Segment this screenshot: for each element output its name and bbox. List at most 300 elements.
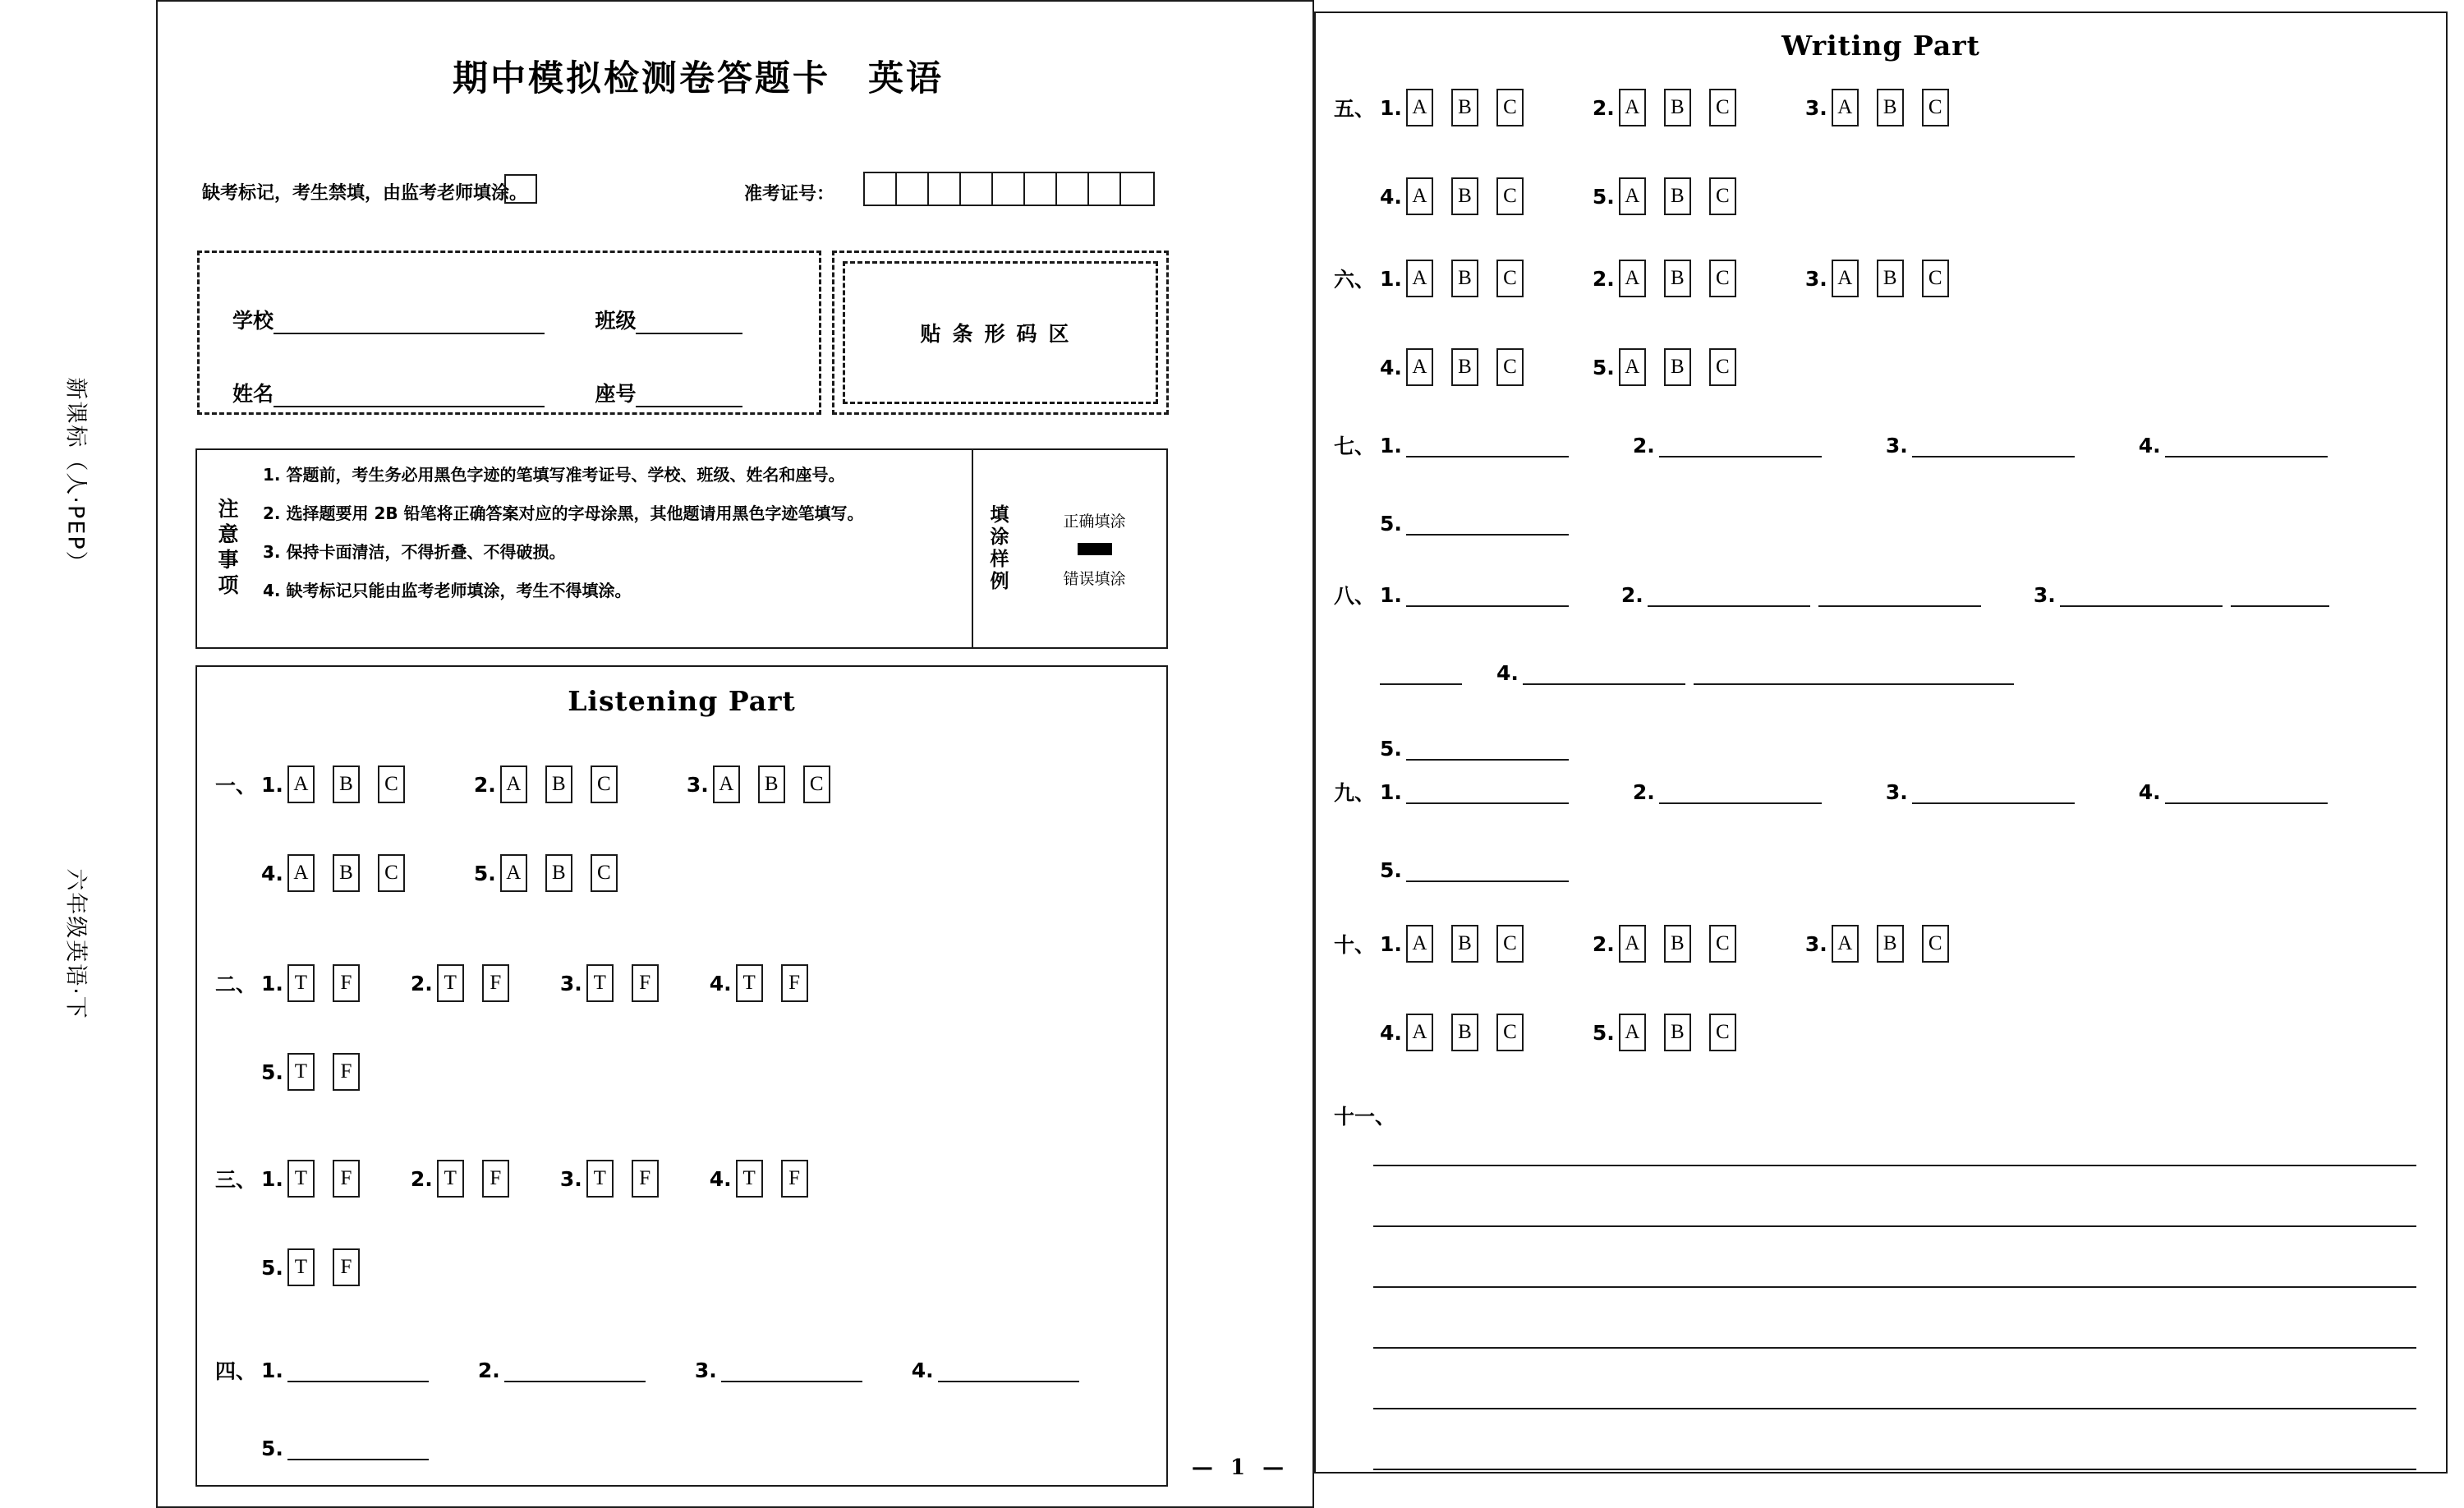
option-a[interactable]: A: [1619, 925, 1646, 963]
option-a[interactable]: A: [713, 765, 740, 803]
writing-line[interactable]: [1373, 1227, 2416, 1288]
writing-part-box: [1314, 11, 2448, 1474]
sidebar-edition-text: 新课标（人·PEP）: [62, 377, 89, 575]
option-a[interactable]: A: [287, 765, 315, 803]
admission-digit-cell[interactable]: [1089, 173, 1121, 205]
option-c[interactable]: C: [591, 765, 618, 803]
option-a[interactable]: A: [1619, 348, 1646, 386]
class-label: 班级: [595, 309, 637, 333]
admission-digit-cell[interactable]: [1057, 173, 1089, 205]
answer-blank[interactable]: [1694, 660, 2014, 685]
admission-digit-cell[interactable]: [1025, 173, 1057, 205]
question-number: 5.: [1592, 1020, 1615, 1045]
option-f[interactable]: F: [333, 1248, 360, 1286]
question-number: 4.: [2138, 433, 2161, 457]
question-number: 4.: [1496, 660, 1519, 685]
admission-digit-cell[interactable]: [865, 173, 897, 205]
answer-blank[interactable]: [287, 1358, 429, 1382]
option-f[interactable]: F: [482, 964, 509, 1002]
section-8-row-1: [1334, 580, 2329, 609]
question-5: [261, 1053, 360, 1091]
option-c[interactable]: C: [591, 854, 618, 892]
section-2: [215, 964, 808, 1091]
section-4-row-2: [215, 1436, 1079, 1460]
student-info-box: [197, 251, 821, 415]
question-3: [560, 964, 659, 1002]
question-number: 3.: [559, 971, 582, 995]
section-9-row-1: [1334, 777, 2328, 807]
answer-blank[interactable]: [2231, 582, 2329, 607]
option-c[interactable]: C: [1709, 177, 1736, 215]
correct-fill-label: 正确填涂: [1063, 512, 1126, 531]
name-input[interactable]: [274, 384, 545, 407]
option-f[interactable]: F: [333, 964, 360, 1002]
option-f[interactable]: F: [333, 1160, 360, 1198]
seat-input[interactable]: [636, 384, 742, 407]
answer-blank[interactable]: [1912, 779, 2075, 804]
question-number: 1.: [1380, 95, 1402, 120]
writing-line[interactable]: [1373, 1166, 2416, 1227]
option-a[interactable]: A: [500, 854, 527, 892]
admission-number-label: 准考证号：: [744, 184, 835, 205]
section-3-row-2: [215, 1248, 808, 1286]
question-2: [411, 964, 509, 1002]
answer-blank[interactable]: [1912, 433, 2075, 457]
option-a[interactable]: A: [1619, 177, 1646, 215]
option-t[interactable]: T: [287, 1248, 315, 1286]
question-number: 1.: [261, 772, 283, 797]
question-1: [1380, 925, 1524, 963]
option-a[interactable]: A: [1619, 1014, 1646, 1051]
fill-sample-vertical-label: [972, 450, 1023, 647]
answer-blank[interactable]: [1659, 779, 1822, 804]
option-b[interactable]: B: [333, 854, 360, 892]
section-10: [1334, 925, 1949, 1051]
question-number: 4.: [2138, 779, 2161, 804]
name-label: 姓名: [232, 382, 274, 406]
question-4: [261, 854, 405, 892]
option-t[interactable]: T: [437, 1160, 464, 1198]
vertical-side-rail: [0, 0, 156, 1508]
fill-sample-illustration: [1023, 450, 1166, 647]
option-f[interactable]: F: [482, 1160, 509, 1198]
option-a[interactable]: A: [1832, 260, 1859, 297]
option-a[interactable]: A: [1619, 260, 1646, 297]
option-f[interactable]: F: [781, 1160, 808, 1198]
answer-blank[interactable]: [287, 1436, 429, 1460]
question-number: 1.: [1380, 266, 1402, 291]
section-4-marker: 四、: [215, 1359, 257, 1383]
answer-blank[interactable]: [721, 1358, 862, 1382]
option-c[interactable]: C: [1496, 348, 1524, 386]
question-number: 3.: [559, 1166, 582, 1191]
option-b[interactable]: B: [1877, 925, 1904, 963]
question-3: [1886, 433, 2075, 457]
option-t[interactable]: T: [736, 1160, 763, 1198]
option-c[interactable]: C: [1709, 348, 1736, 386]
question-number: 3.: [1885, 779, 1908, 804]
section-3: [215, 1160, 808, 1286]
answer-blank[interactable]: [1523, 660, 1685, 685]
question-number: 1.: [1380, 582, 1402, 607]
writing-line[interactable]: [1373, 1106, 2416, 1166]
section-8-row-3: [1334, 736, 2329, 761]
question-4: [2139, 779, 2328, 804]
question-number: 5.: [261, 1436, 283, 1460]
section-11: [1334, 1106, 2426, 1470]
option-c[interactable]: C: [1709, 1014, 1736, 1051]
section-8: [1334, 580, 2329, 761]
sidebar-grade-subject-text: 六年级英语·下: [62, 868, 89, 1020]
option-b[interactable]: B: [1664, 925, 1691, 963]
question-1: [261, 1160, 360, 1198]
section-10-marker: 十、: [1334, 933, 1376, 957]
section-9-marker: 九、: [1334, 781, 1376, 805]
option-c[interactable]: C: [1496, 1014, 1524, 1051]
section-4: [215, 1355, 1079, 1460]
section-10-row-1: [1334, 925, 1949, 963]
question-number: 5.: [261, 1255, 283, 1280]
admission-digit-cell[interactable]: [929, 173, 961, 205]
question-2: [1633, 433, 1822, 457]
section-2-row-1: [215, 964, 808, 1002]
question-5: [1380, 736, 1569, 761]
option-a[interactable]: A: [1406, 1014, 1433, 1051]
question-number: 2.: [1632, 433, 1655, 457]
option-b[interactable]: B: [758, 765, 785, 803]
answer-blank[interactable]: [2165, 779, 2328, 804]
section-4-row-1: [215, 1355, 1079, 1385]
question-5: [1593, 1014, 1736, 1051]
option-b[interactable]: B: [1877, 260, 1904, 297]
section-3-marker: 三、: [215, 1168, 257, 1192]
option-a[interactable]: A: [1406, 89, 1433, 126]
question-2: [1633, 779, 1822, 804]
option-b[interactable]: B: [1664, 348, 1691, 386]
option-f[interactable]: F: [632, 1160, 659, 1198]
question-number: 4.: [1380, 184, 1402, 209]
section-8-marker: 八、: [1334, 584, 1376, 608]
question-number: 4.: [911, 1358, 934, 1382]
answer-blank[interactable]: [1406, 857, 1569, 882]
barcode-area-label: 贴条形码区: [843, 261, 1158, 404]
question-number: 3.: [1804, 931, 1827, 956]
question-number: 3.: [2033, 582, 2056, 607]
option-t[interactable]: T: [287, 964, 315, 1002]
section-7-marker: 七、: [1334, 434, 1376, 458]
admission-digit-cell[interactable]: [993, 173, 1025, 205]
option-b[interactable]: B: [1451, 348, 1478, 386]
section-8-row-2: [1334, 660, 2329, 685]
question-4: [710, 964, 808, 1002]
absent-mark-label: 缺考标记，考生禁填，由监考老师填涂。: [202, 183, 528, 204]
answer-blank[interactable]: [1406, 779, 1569, 804]
notice-box: [195, 448, 1168, 649]
section-9: [1334, 777, 2328, 882]
section-6-marker: 六、: [1334, 268, 1376, 292]
writing-line[interactable]: [1373, 1409, 2416, 1470]
option-a[interactable]: A: [1832, 89, 1859, 126]
option-c[interactable]: C: [378, 854, 405, 892]
option-t[interactable]: T: [287, 1053, 315, 1091]
option-t[interactable]: T: [586, 1160, 614, 1198]
option-f[interactable]: F: [632, 964, 659, 1002]
question-1: [1380, 433, 1569, 457]
answer-blank[interactable]: [1659, 433, 1822, 457]
answer-blank[interactable]: [1406, 433, 1569, 457]
notice-item: 3. 保持卡面清洁，不得折叠、不得破损。: [263, 542, 566, 562]
section-2-row-2: [215, 1053, 808, 1091]
section-5-row-1: [1334, 89, 1949, 126]
option-c[interactable]: C: [1709, 925, 1736, 963]
section-5: [1334, 89, 1949, 215]
question-number: 2.: [1592, 266, 1615, 291]
question-5: [261, 1436, 429, 1460]
option-a[interactable]: A: [1406, 177, 1433, 215]
question-3: [560, 1160, 659, 1198]
question-1: [261, 964, 360, 1002]
question-1: [1380, 582, 1569, 607]
question-4: [1496, 660, 2014, 685]
section-1: [215, 765, 830, 892]
section-6: [1334, 260, 1949, 386]
option-b[interactable]: B: [545, 854, 572, 892]
option-t[interactable]: T: [287, 1160, 315, 1198]
question-3: [687, 765, 830, 803]
section-3-row-1: [215, 1160, 808, 1198]
question-number: 3.: [1804, 266, 1827, 291]
section-5-marker: 五、: [1334, 97, 1376, 121]
option-b[interactable]: B: [1664, 260, 1691, 297]
question-number: 1.: [261, 1166, 283, 1191]
option-a[interactable]: A: [1832, 925, 1859, 963]
question-1: [261, 765, 405, 803]
question-2: [474, 765, 618, 803]
option-c[interactable]: C: [1496, 925, 1524, 963]
question-4: [1380, 177, 1524, 215]
answer-blank[interactable]: [504, 1358, 646, 1382]
option-c[interactable]: C: [1709, 260, 1736, 297]
option-c[interactable]: C: [1922, 925, 1949, 963]
question-number: 1.: [261, 971, 283, 995]
option-b[interactable]: B: [1664, 177, 1691, 215]
question-number: 5.: [1380, 511, 1402, 536]
option-t[interactable]: T: [736, 964, 763, 1002]
answer-blank[interactable]: [1406, 736, 1569, 761]
notice-label-text: 注意事项: [215, 498, 239, 600]
question-number: 3.: [1885, 433, 1908, 457]
section-7-row-2: [1334, 511, 2328, 536]
section-2-marker: 二、: [215, 972, 257, 996]
question-number: 5.: [1380, 857, 1402, 882]
notice-item-list: [256, 450, 972, 647]
answer-blank[interactable]: [1818, 582, 1981, 607]
answer-blank-continuation[interactable]: [1380, 660, 1462, 685]
option-c[interactable]: C: [1496, 177, 1524, 215]
notice-vertical-label: [197, 450, 256, 647]
admission-number-grid[interactable]: [863, 172, 1155, 206]
section-11-marker: 十一、: [1334, 1105, 1396, 1129]
question-number: 1.: [1380, 433, 1402, 457]
admission-digit-cell[interactable]: [961, 173, 993, 205]
question-2: [1593, 89, 1736, 126]
question-number: 1.: [1380, 779, 1402, 804]
option-f[interactable]: F: [781, 964, 808, 1002]
absent-mark-checkbox[interactable]: [504, 174, 537, 204]
notice-item: 2. 选择题要用 2B 铅笔将正确答案对应的字母涂黑，其他题请用黑色字迹笔填写。: [263, 503, 864, 523]
wrong-fill-label: 错误填涂: [1063, 569, 1126, 588]
question-number: 3.: [694, 1358, 717, 1382]
option-a[interactable]: A: [287, 854, 315, 892]
section-1-row-1: [215, 765, 830, 803]
listening-part-title: Listening Part: [568, 685, 796, 717]
question-number: 2.: [1592, 95, 1615, 120]
option-c[interactable]: C: [1496, 89, 1524, 126]
question-3: [2034, 582, 2329, 607]
option-b[interactable]: B: [333, 765, 360, 803]
option-c[interactable]: C: [803, 765, 830, 803]
class-input[interactable]: [636, 311, 742, 334]
answer-blank[interactable]: [938, 1358, 1079, 1382]
section-1-marker: 一、: [215, 774, 257, 798]
question-1: [261, 1358, 429, 1382]
school-label: 学校: [232, 309, 274, 333]
option-a[interactable]: A: [1406, 348, 1433, 386]
page-title: 期中模拟检测卷答题卡 英语: [453, 58, 944, 99]
question-4: [1380, 348, 1524, 386]
question-number: 2.: [1620, 582, 1643, 607]
option-a[interactable]: A: [1619, 89, 1646, 126]
question-5: [261, 1248, 360, 1286]
question-number: 5.: [261, 1060, 283, 1084]
question-5: [474, 854, 618, 892]
question-number: 5.: [1592, 184, 1615, 209]
option-c[interactable]: C: [1496, 260, 1524, 297]
option-b[interactable]: B: [1664, 89, 1691, 126]
option-c[interactable]: C: [1922, 89, 1949, 126]
question-number: 4.: [709, 1166, 732, 1191]
option-f[interactable]: F: [333, 1053, 360, 1091]
question-number: 4.: [1380, 1020, 1402, 1045]
option-c[interactable]: C: [1709, 89, 1736, 126]
section-7: [1334, 430, 2328, 536]
question-2: [1593, 260, 1736, 297]
option-b[interactable]: B: [1451, 260, 1478, 297]
option-a[interactable]: A: [1406, 925, 1433, 963]
section-7-row-1: [1334, 430, 2328, 460]
option-b[interactable]: B: [1451, 925, 1478, 963]
question-1: [1380, 779, 1569, 804]
answer-blank[interactable]: [2060, 582, 2223, 607]
admission-digit-cell[interactable]: [1121, 173, 1153, 205]
option-b[interactable]: B: [545, 765, 572, 803]
section-6-row-1: [1334, 260, 1949, 297]
question-3: [695, 1358, 862, 1382]
writing-line[interactable]: [1373, 1349, 2416, 1409]
listening-part-box: [195, 665, 1168, 1487]
writing-line[interactable]: [1373, 1288, 2416, 1349]
option-b[interactable]: B: [1451, 1014, 1478, 1051]
question-4: [2139, 433, 2328, 457]
section-9-row-2: [1334, 857, 2328, 882]
question-2: [1621, 582, 1981, 607]
question-number: 5.: [473, 861, 496, 885]
question-number: 2.: [477, 1358, 500, 1382]
question-number: 5.: [1380, 736, 1402, 761]
answer-blank[interactable]: [1406, 511, 1569, 536]
option-t[interactable]: T: [586, 964, 614, 1002]
section-10-row-2: [1334, 1014, 1949, 1051]
notice-item: 1. 答题前，考生务必用黑色字迹的笔填写准考证号、学校、班级、姓名和座号。: [263, 465, 845, 485]
question-number: 1.: [1380, 931, 1402, 956]
question-number: 2.: [410, 1166, 433, 1191]
notice-item: 4. 缺考标记只能由监考老师填涂，考生不得填涂。: [263, 581, 632, 600]
option-t[interactable]: T: [437, 964, 464, 1002]
option-c[interactable]: C: [1922, 260, 1949, 297]
school-input[interactable]: [274, 311, 545, 334]
option-b[interactable]: B: [1451, 177, 1478, 215]
admission-digit-cell[interactable]: [897, 173, 929, 205]
option-a[interactable]: A: [500, 765, 527, 803]
question-number: 1.: [261, 1358, 283, 1382]
option-c[interactable]: C: [378, 765, 405, 803]
question-number: 2.: [473, 772, 496, 797]
option-a[interactable]: A: [1406, 260, 1433, 297]
student-info-row-2: [232, 378, 807, 411]
student-info-row-1: [232, 305, 807, 338]
question-1: [1380, 260, 1524, 297]
option-b[interactable]: B: [1877, 89, 1904, 126]
option-b[interactable]: B: [1664, 1014, 1691, 1051]
page-number: — 1 —: [1191, 1455, 1289, 1480]
question-number: 2.: [1632, 779, 1655, 804]
question-number: 5.: [1592, 355, 1615, 379]
option-b[interactable]: B: [1451, 89, 1478, 126]
section-6-row-2: [1334, 348, 1949, 386]
section-5-row-2: [1334, 177, 1949, 215]
question-number: 4.: [709, 971, 732, 995]
answer-blank[interactable]: [2165, 433, 2328, 457]
writing-part-title: Writing Part: [1781, 30, 1980, 62]
question-3: [1805, 925, 1949, 963]
question-2: [478, 1358, 646, 1382]
question-4: [710, 1160, 808, 1198]
fill-sample-label-text: 填涂样例: [986, 504, 1009, 593]
question-5: [1593, 177, 1736, 215]
question-3: [1805, 89, 1949, 126]
question-3: [1886, 779, 2075, 804]
question-4: [1380, 1014, 1524, 1051]
barcode-area: [832, 251, 1169, 415]
question-number: 4.: [261, 861, 283, 885]
question-2: [1593, 925, 1736, 963]
answer-blank[interactable]: [1648, 582, 1810, 607]
question-number: 3.: [1804, 95, 1827, 120]
question-number: 2.: [410, 971, 433, 995]
question-4: [912, 1358, 1079, 1382]
section-1-row-2: [215, 854, 830, 892]
question-2: [411, 1160, 509, 1198]
question-number: 2.: [1592, 931, 1615, 956]
answer-blank[interactable]: [1406, 582, 1569, 607]
seat-label: 座号: [595, 382, 637, 406]
question-number: 3.: [686, 772, 709, 797]
filled-bubble-icon: [1078, 543, 1112, 555]
exam-header-row: [202, 179, 1171, 212]
question-1: [1380, 89, 1524, 126]
question-5: [1380, 857, 1569, 882]
question-5: [1593, 348, 1736, 386]
